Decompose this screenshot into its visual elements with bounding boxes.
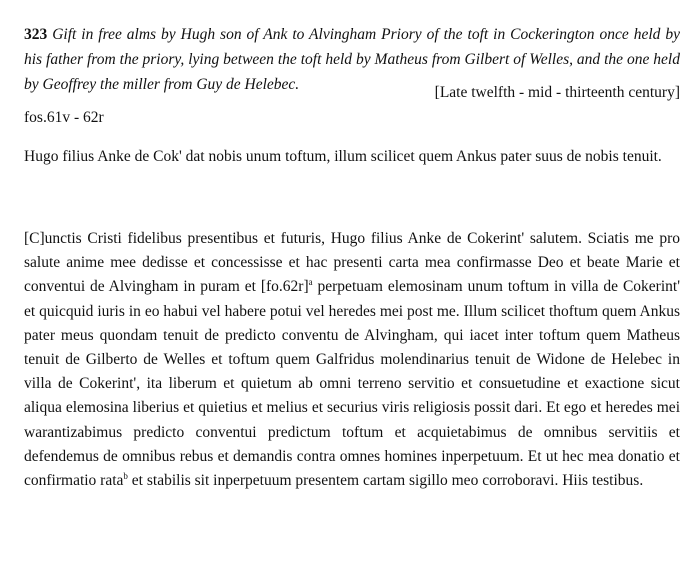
charter-text-part: [C]unctis Cristi fidelibus presentibus et futuris, Hugo filius Anke de Cokerint' salutem. Sciatis me pro salute anime mee dedisse et concessisse et hac presenti carta mea confirmasse Deo et beate Marie et conventui de Alvingham in puram et [fo.62r] xyxy=(24,230,680,296)
charter-text-part: et stabilis sit inperpetuum presentem cartam sigillo meo corroboravi. Hiis testibus. xyxy=(127,472,644,490)
entry-date: [Late twelfth - mid - thirteenth century] xyxy=(434,84,680,101)
rubric-summary: Hugo filius Anke de Cok' dat nobis unum toftum, illum scilicet quem Ankus pater suus de nobis tenuit. xyxy=(24,148,662,165)
footnote-marker-b: b xyxy=(123,470,128,481)
entry-number: 323 xyxy=(24,26,48,43)
footnote-marker-a: a xyxy=(308,277,313,288)
folio-reference: fos.61v - 62r xyxy=(24,109,104,126)
date-line xyxy=(24,84,680,109)
entry-title: Gift in free alms by Hugh son of Ank to Alvingham Priory of the toft in Cockerington once held by his father from the priory, lying between the toft held by Matheus from Gilbert of Welles, and the one held by Geoffrey the miller from Guy de Helebec. xyxy=(24,26,680,93)
charter-text-part: perpetuam elemosinam unum toftum in villa de Cokerint' et quicquid iuris in eo habui vel habere potui vel heredes mei post me. Illum scilicet thoftum quem Ankus pater meus quondam tenuit de predicto conventu de Alvingham, qui iacet inter toftum quem Matheus tenuit de Gilberto de Welles et toftum quem Galfridus molendinarius tenuit de Widone de Helebec in villa de Cokerint', ita liberum et quietum ab omni terreno servitio et consuetudine et exactione sicut aliqua elemosina liberius et quietius et melius et securius viris religiosis possit dari. Et ego et heredes mei warantizabimus predicto conventui predictum toftum et acquietabimus de omnibus servitiis et defendemus de omnibus rebus et demandis contra omnes homines inperpetuum. Et ut hec mea donatio et confirmatio rata xyxy=(24,278,680,490)
charter-text xyxy=(24,227,680,493)
